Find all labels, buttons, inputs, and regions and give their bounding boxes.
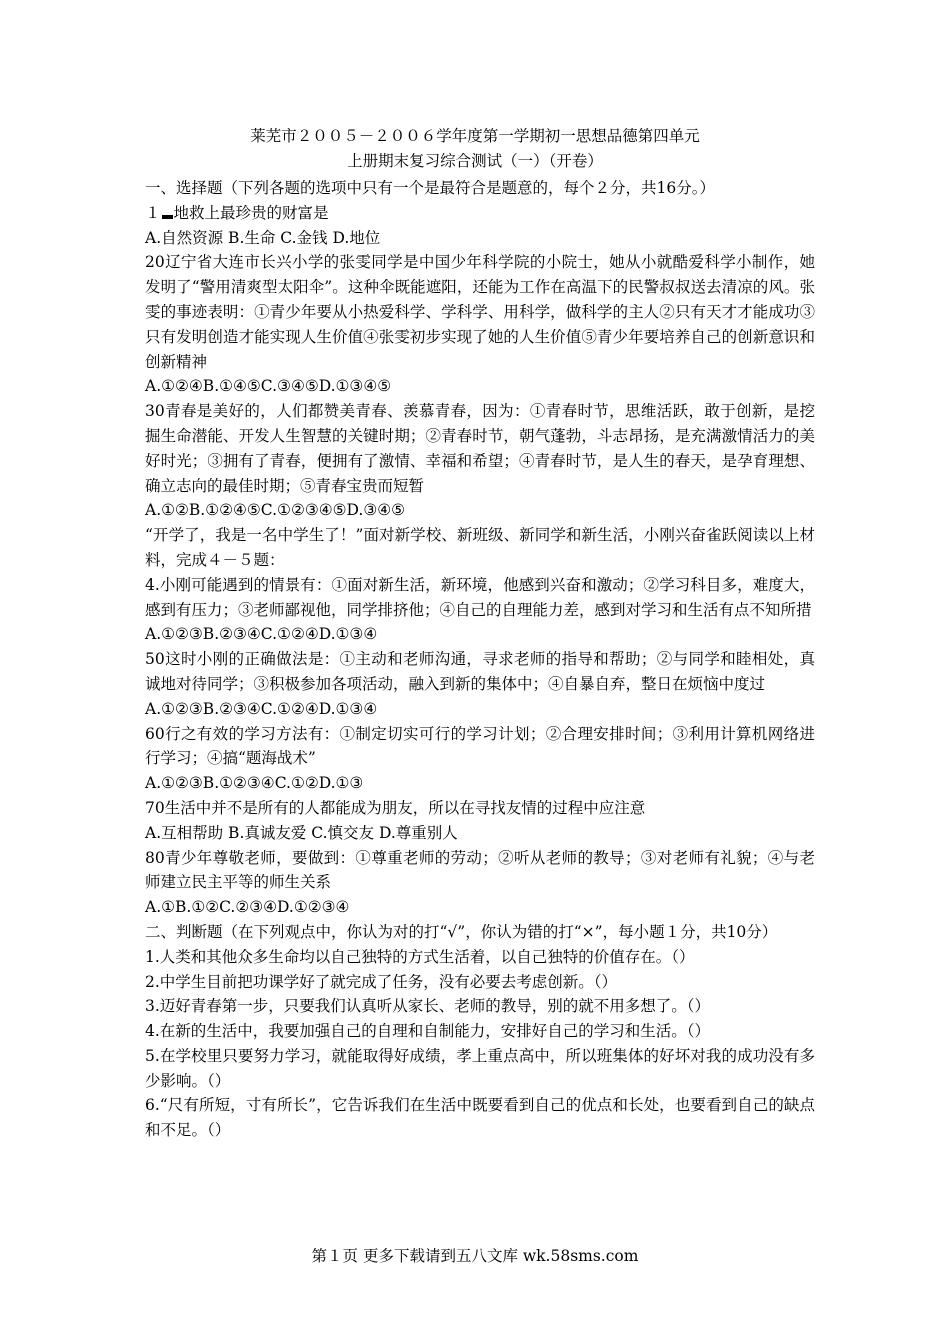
question-2-text: 20辽宁省大连市长兴小学的张雯同学是中国少年科学院的小院士，她从小就酷爱科学小制作，她发明了“警用清爽型太阳伞”。这种伞既能遮阳，还能为工作在高温下的民警叔叔送去清凉的风。张雯的事迹表明：①青少年要从小热爱科学、学科学、用科学，做科学的主人②只有天才才能成功③只有发明创造才能实现人生价值④张雯初步实现了她的人生价值⑤青少年要培养自己的创新意识和创新精神	[145, 253, 815, 371]
question-5-text: 50这时小刚的正确做法是：①主动和老师沟通，寻求老师的指导和帮助；②与同学和睦相处，真诚地对待同学；③积极参加各项活动，融入到新的集体中；④自暴自弃，整日在烦恼中度过	[145, 650, 815, 693]
section1-heading: 一、选择题（下列各题的选项中只有一个是最符合是题意的，每个２分，共16分。）	[145, 179, 715, 197]
question-1-text: 地救上最珍贵的财富是	[173, 203, 329, 222]
question-6-text: 60行之有效的学习方法有：①制定切实可行的学习计划；②合理安排时间；③利用计算机网络进行学习；④搞“题海战术”	[145, 724, 815, 768]
question-3-text: 30青春是美好的，人们都赞美青春、羡慕青春，因为：①青春时节，思维活跃，敢于创新，是挖掘生命潜能、开发人生智慧的关键时期；②青春时节，朝气蓬勃，斗志昂扬，是充满激情活力的美好时光；③拥有了青春，便拥有了激情、幸福和希望；④青春时节，是人生的春天，是孕育理想、确立志向的最佳时期；⑤青春宝贵而短暂	[145, 402, 815, 495]
redaction-mark	[162, 215, 173, 219]
question-8-options: A.①B.①②C.②③④D.①②③④	[145, 898, 350, 917]
judgment-item-1: 1.人类和其他众多生命均以自己独特的方式生活着，以自己独特的价值存在。（）	[145, 947, 695, 966]
question-1-options: A.自然资源 B.生命 C.金钱 D.地位	[145, 228, 381, 247]
reading-material: “开学了，我是一名中学生了！”面对新学校、新班级、新同学和新生活，小刚兴奋雀跃阅读以上材料，完成４－５题：	[145, 526, 815, 569]
document-title-line1: 莱芜市２００５－２００６学年度第一学期初一思想品德第四单元	[250, 127, 700, 145]
question-7-options: A.互相帮助 B.真诚友爱 C.慎交友 D.尊重别人	[145, 823, 458, 842]
section2-heading: 二、判断题（在下列观点中，你认为对的打“√”，你认为错的打“×”，每小题１分，共10分）	[145, 922, 778, 941]
question-2-options: A.①②④B.①④⑤C.③④⑤D.①③④⑤	[145, 377, 392, 396]
question-7-text: 70生活中并不是所有的人都能成为朋友，所以在寻找友情的过程中应注意	[145, 798, 646, 817]
judgment-item-3: 3.迈好青春第一步，只要我们认真听从家长、老师的教导，别的就不用多想了。（）	[145, 997, 711, 1016]
question-3-options: A.①②B.①②④⑤C.①②③④⑤D.③④⑤	[145, 501, 406, 520]
question-1	[145, 201, 815, 226]
question-6-options: A.①②③B.①②③④C.①②D.①③	[145, 774, 364, 793]
question-1-number: １	[145, 203, 161, 222]
question-8-text: 80青少年尊敬老师，要做到：①尊重老师的劳动；②听从老师的教导；③对老师有礼貌；④与老师建立民主平等的师生关系	[145, 848, 815, 892]
judgment-item-4: 4.在新的生活中，我要加强自己的自理和自制能力，安排好自己的学习和生活。（）	[145, 1022, 711, 1041]
judgment-item-5: 5.在学校里只要努力学习，就能取得好成绩，孝上重点高中，所以班集体的好坏对我的成功没有多少影响。（）	[145, 1046, 815, 1090]
question-5-options: A.①②③B.②③④C.①②④D.①③④	[145, 699, 378, 718]
question-4-options: A.①②③B.②③④C.①②④D.①③④	[145, 625, 378, 644]
page-footer: 第１页 更多下载请到五八文库 wk.58sms.com	[311, 1247, 639, 1265]
judgment-item-6: 6.“尺有所短，寸有所长”，它告诉我们在生活中既要看到自己的优点和长处，也要看到自己的缺点和不足。（）	[145, 1096, 815, 1140]
document-body	[145, 176, 815, 1143]
question-4-text: 4.小刚可能遇到的情景有：①面对新生活，新环境，他感到兴奋和激动；②学习科目多，难度大，感到有压力；③老师鄙视他，同学排挤他；④自己的自理能力差，感到对学习和生活有点不知所措	[145, 575, 815, 619]
document-title-line2: 上册期末复习综合测试（一）（开卷）	[347, 152, 603, 170]
judgment-item-2: 2.中学生目前把功课学好了就完成了任务，没有必要去考虑创新。（）	[145, 972, 618, 991]
